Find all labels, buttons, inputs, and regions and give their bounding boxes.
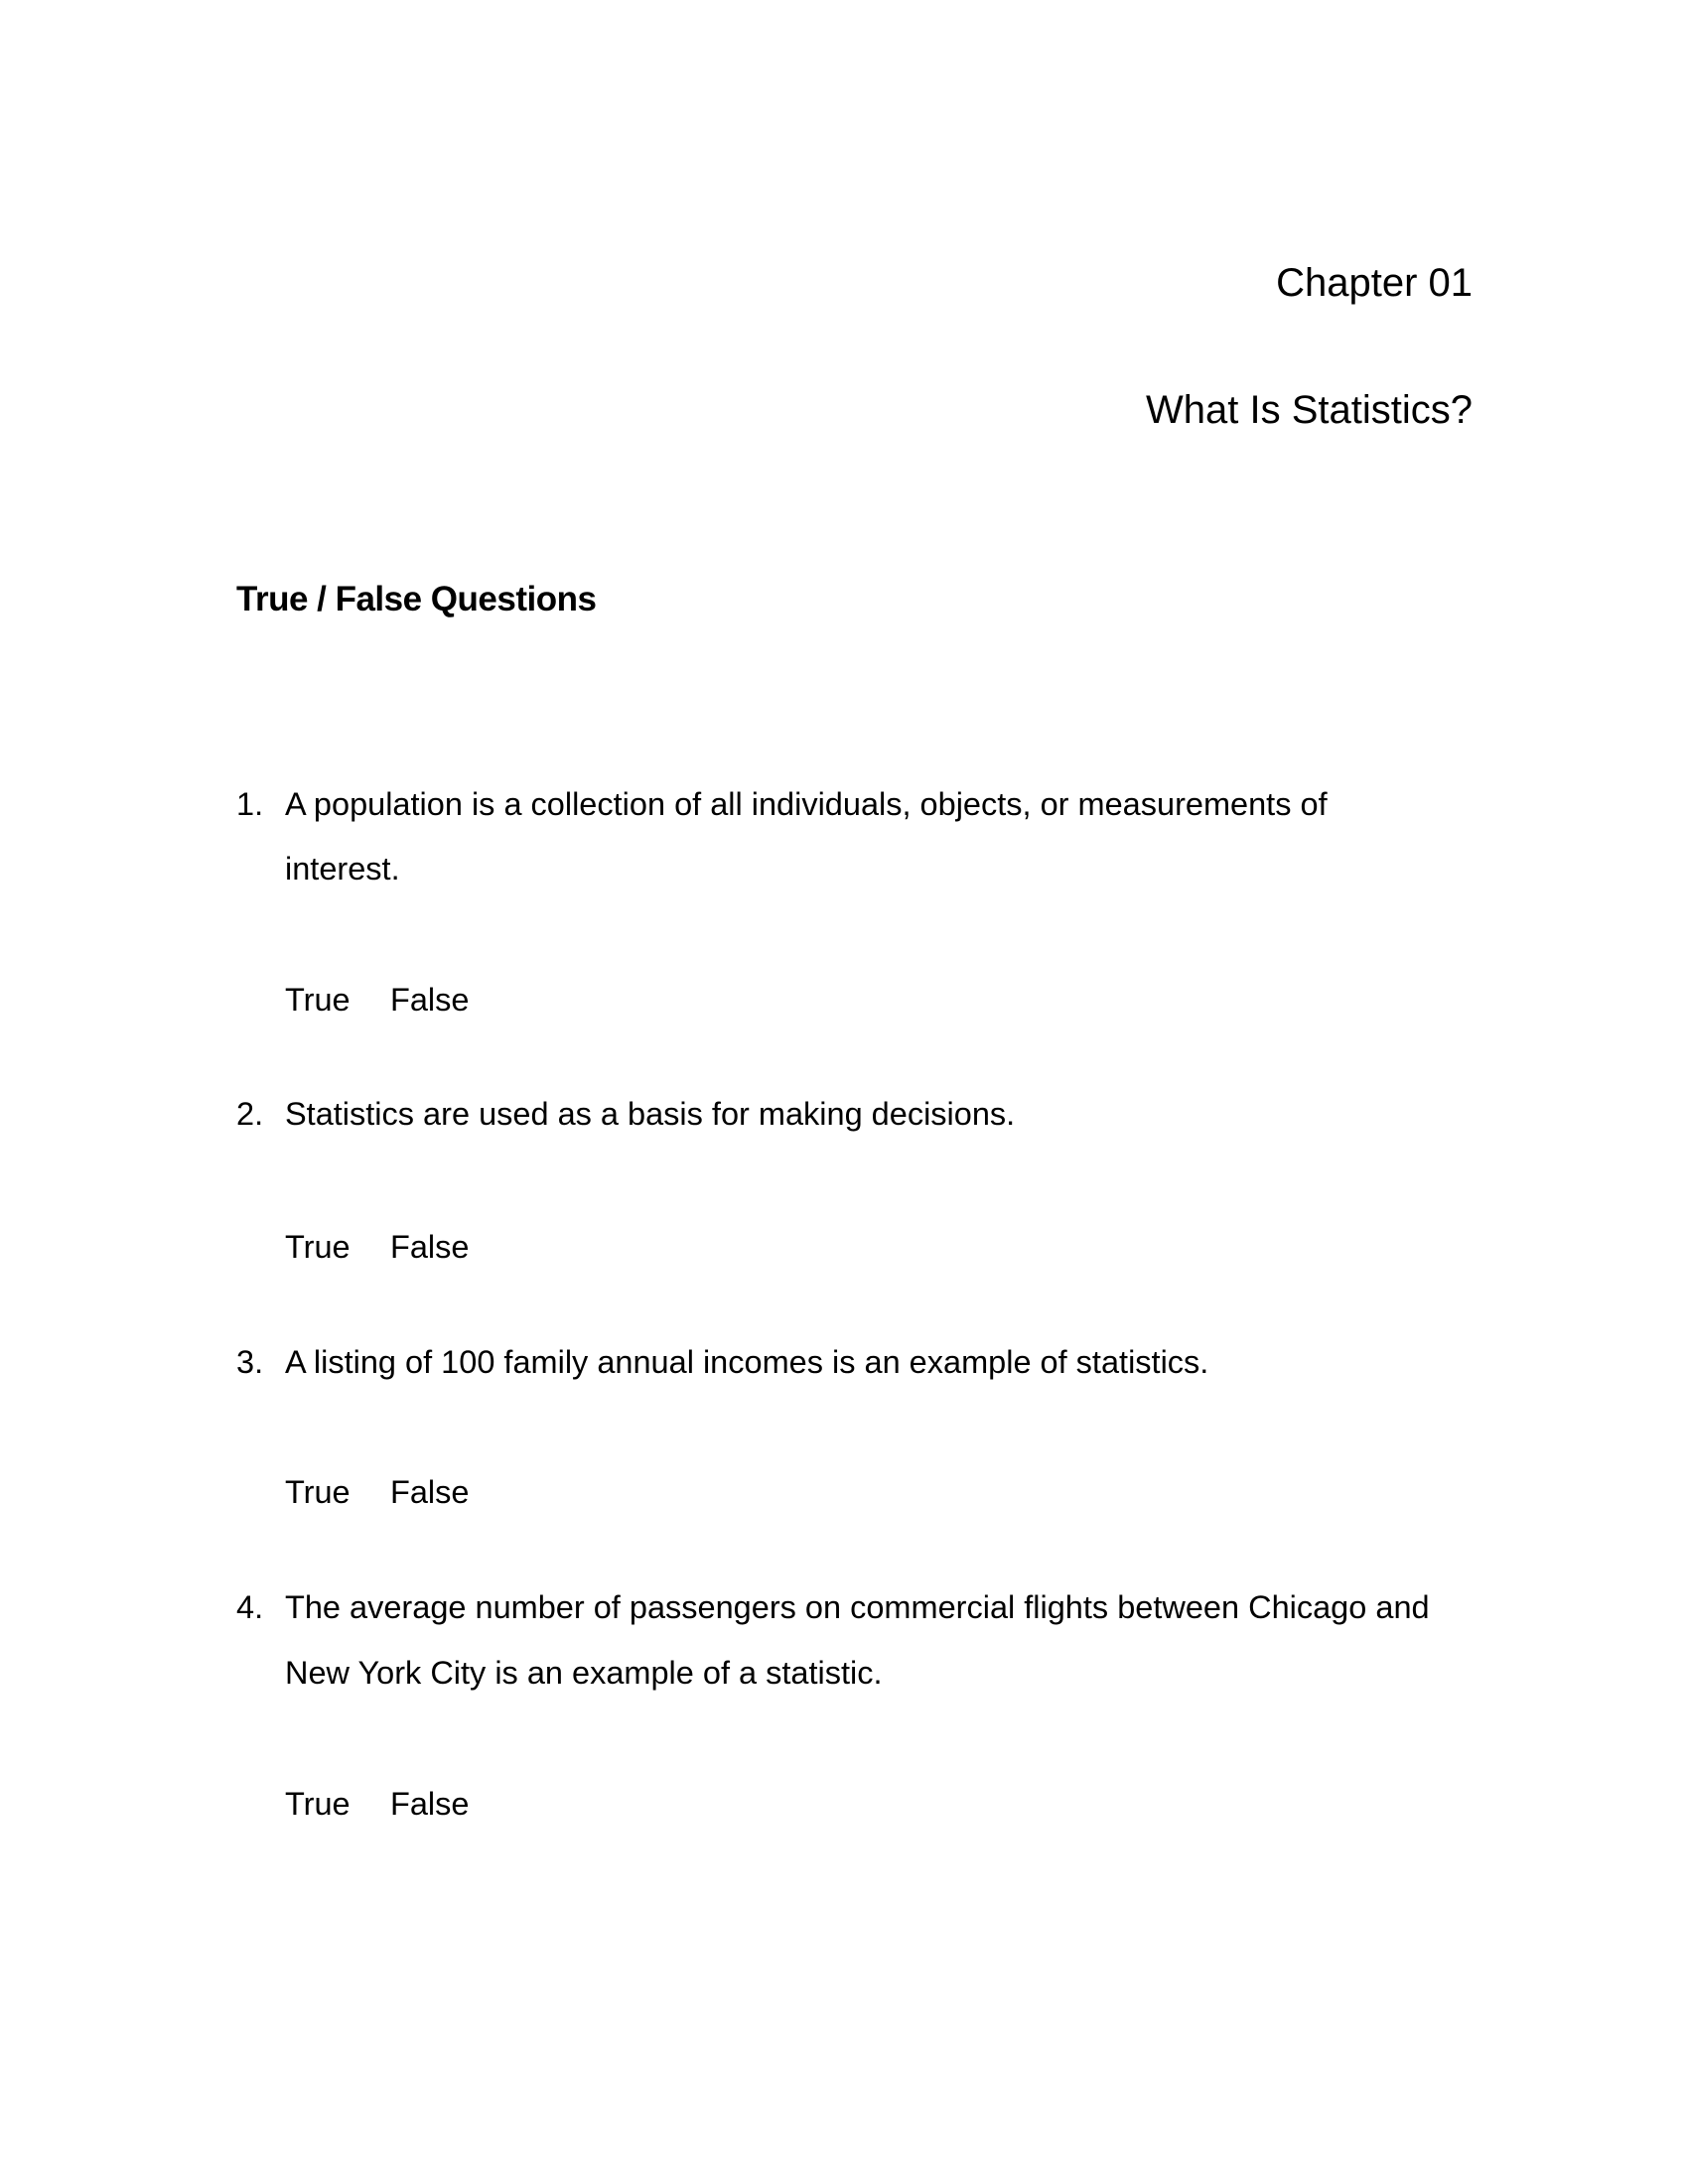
chapter-title: What Is Statistics? <box>1146 388 1473 432</box>
question-text: Statistics are used as a basis for making decisions. <box>285 1096 1016 1132</box>
option-true[interactable]: True <box>285 1786 351 1822</box>
question-text: The average number of passengers on commercial flights between Chicago and <box>285 1589 1430 1625</box>
option-false[interactable]: False <box>390 1229 470 1265</box>
option-false[interactable]: False <box>390 982 470 1018</box>
question-text: A population is a collection of all individuals, objects, or measurements of <box>285 786 1328 822</box>
question-number: 4. <box>236 1589 264 1625</box>
question-number: 1. <box>236 786 264 822</box>
question-number: 2. <box>236 1096 264 1132</box>
question-text: New York City is an example of a statistic. <box>285 1655 883 1691</box>
question-text: interest. <box>285 851 400 887</box>
section-heading: True / False Questions <box>236 580 597 618</box>
question-text: A listing of 100 family annual incomes is an example of statistics. <box>285 1344 1209 1380</box>
option-false[interactable]: False <box>390 1474 470 1510</box>
option-true[interactable]: True <box>285 1474 351 1510</box>
chapter-label: Chapter 01 <box>1276 261 1473 305</box>
option-true[interactable]: True <box>285 1229 351 1265</box>
option-true[interactable]: True <box>285 982 351 1018</box>
option-false[interactable]: False <box>390 1786 470 1822</box>
question-number: 3. <box>236 1344 264 1380</box>
